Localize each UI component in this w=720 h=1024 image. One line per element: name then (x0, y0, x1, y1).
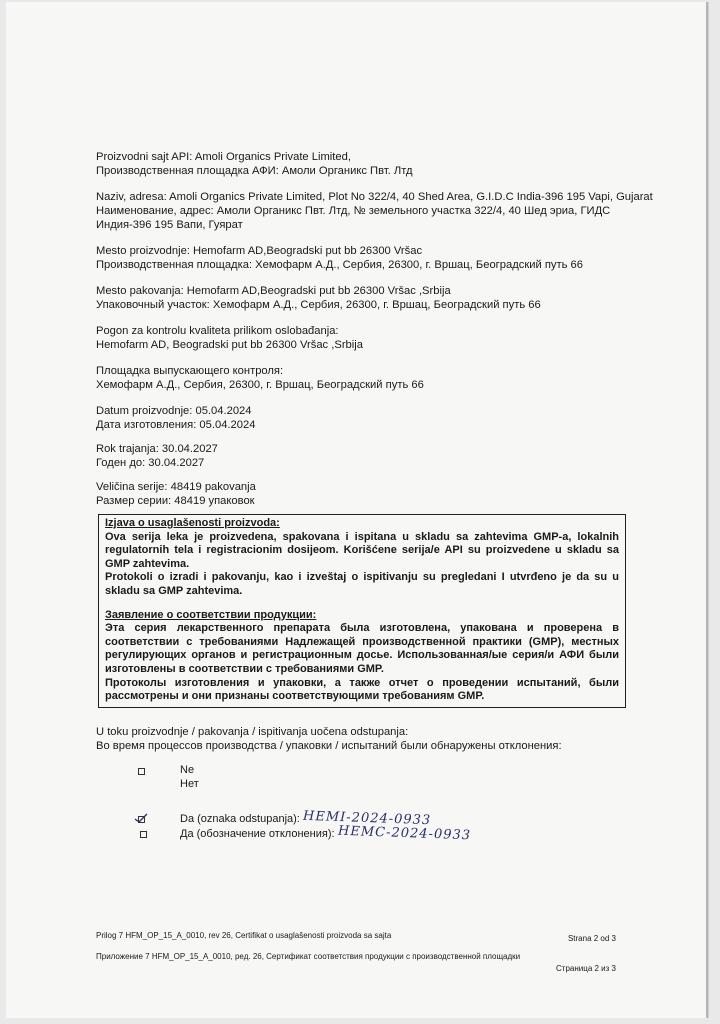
batch-size-section (96, 480, 616, 508)
production-site-section (96, 244, 616, 272)
checkbox-no[interactable] (138, 768, 145, 775)
expiry-ru: Годен до: 30.04.2027 (96, 457, 205, 469)
deviation-options (138, 764, 471, 841)
footer-page-sr: Strana 2 od 3 (567, 934, 616, 943)
address-section (96, 190, 653, 232)
declaration-para-sr-2: Protokoli o izradi i pakovanju, kao i izveštaj o ispitivanju su pregledani I utvrđeno je da su u skladu sa GMP zahtevima. (105, 571, 619, 597)
option-yes-label-sr: Da (oznaka odstupanja): (180, 813, 300, 825)
manufacture-date-sr: Datum proizvodnje: 05.04.2024 (96, 405, 252, 417)
checkmark-icon (134, 813, 148, 823)
manufacture-date-section (96, 404, 616, 432)
api-site-sr: Proizvodni sajt API: Amoli Organics Private Limited, (96, 151, 351, 163)
option-yes-label-ru: Да (обозначение отклонения): (180, 827, 335, 840)
api-site-ru: Производственная площадка АФИ: Амоли Органикс Пвт. Лтд (96, 165, 413, 177)
deviations-question-sr: U toku proizvodnje / pakovanja / ispitivanja uočena odstupanja: (96, 726, 409, 738)
footer-ref-sr: Prilog 7 HFM_OP_15_A_0010, rev 26, Certifikat o usaglašenosti proizvoda sa sajta (96, 931, 392, 940)
packaging-site-ru: Упаковочный участок: Хемофарм А.Д., Сербия, 26300, г. Вршац, Београдский путь 66 (96, 299, 541, 311)
option-yes-ru (138, 823, 471, 843)
manufacture-date-ru: Дата изготовления: 05.04.2024 (96, 419, 256, 431)
option-no-label-sr: Ne (180, 764, 195, 776)
footer-sr (96, 931, 616, 941)
conformity-declaration-box (98, 514, 626, 708)
declaration-para-ru-2: Протоколы изготовления и упаковки, а также отчет о проведении испытаний, были рассмотрены и они признаны соответствующими требованиям GMP. (105, 676, 619, 703)
address-sr: Naziv, adresa: Amoli Organics Private Limited, Plot No 322/4, 40 Shed Area, G.I.D.C India-396 195 Vapi, Gujarat (96, 191, 653, 203)
declaration-heading-ru: Заявление о соответствии продукции: (105, 608, 317, 621)
batch-size-sr: Veličina serije: 48419 pakovanja (96, 481, 256, 493)
deviations-question-ru: Во время процессов производства / упаковки / испытаний были обнаружены отклонения: (96, 740, 562, 752)
production-site-sr: Mesto proizvodnje: Hemofarm AD,Beogradski put bb 26300 Vršac (96, 245, 423, 257)
footer-ref-ru: Приложение 7 HFM_OP_15_A_0010, ред. 26, Сертификат соответствия продукции с производственной площадки (96, 952, 521, 961)
footer-ru (96, 952, 616, 973)
release-site-label: Площадка выпускающего контроля: (96, 365, 284, 377)
api-site-section (96, 150, 616, 178)
handwritten-deviation-1: HEMI-2024-0933 (302, 808, 432, 829)
footer-page-ru: Страница 2 из 3 (556, 964, 616, 973)
option-no-ru (138, 778, 471, 792)
handwritten-deviation-2: HEMC-2024-0933 (337, 823, 471, 843)
release-site-address: Хемофарм А.Д., Сербия, 26300, г. Вршац, Београдский путь 66 (96, 379, 424, 391)
deviations-section (96, 725, 616, 753)
production-site-ru: Производственная площадка: Хемофарм А.Д., Сербия, 26300, г. Вршац, Београдский путь 66 (96, 259, 583, 271)
expiry-sr: Rok trajanja: 30.04.2027 (96, 443, 218, 455)
address-ru: Наименование, адрес: Амоли Органикс Пвт. Лтд, № земельного участка 322/4, 40 Шед эриа, ГИДС Индия-396 195 Вапи, Гуярат (96, 205, 611, 231)
qc-plant-section (96, 324, 616, 352)
option-no (138, 764, 471, 778)
packaging-site-sr: Mesto pakovanja: Hemofarm AD,Beogradski put bb 26300 Vršac ,Srbija (96, 285, 451, 297)
declaration-heading-sr: Izjava o usaglašenosti proizvoda: (105, 517, 280, 529)
expiry-section (96, 442, 616, 470)
checkbox-yes-ru[interactable] (140, 831, 147, 838)
declaration-para-ru-1: Эта серия лекарственного препарата была изготовлена, упакована и проверена в соответствии с требованиями Надлежащей производственной практики (GMP), местных регулирующих органов и регистрационным досье. Использованная/ые серия/и АФИ были изготовлены в соответствии с требованиями GMP. (105, 622, 619, 675)
packaging-site-section (96, 284, 616, 312)
qc-plant-label: Pogon za kontrolu kvaliteta prilikom oslobađanja: (96, 325, 339, 337)
release-site-section (96, 364, 616, 392)
batch-size-ru: Размер серии: 48419 упаковок (96, 495, 255, 507)
certificate-details (96, 150, 653, 520)
option-yes (138, 808, 471, 829)
declaration-para-sr-1: Ova serija leka je proizvedena, spakovana i ispitana u skladu sa zahtevima GMP-a, lokalnih regulatornih tela i registracionim dosijeom. Korišćene serija/e API su proizvedene u skladu sa GMP zahtevima. (105, 530, 619, 570)
option-no-label-ru: Нет (180, 777, 199, 790)
qc-plant-address: Hemofarm AD, Beogradski put bb 26300 Vršac ,Srbija (96, 339, 363, 351)
